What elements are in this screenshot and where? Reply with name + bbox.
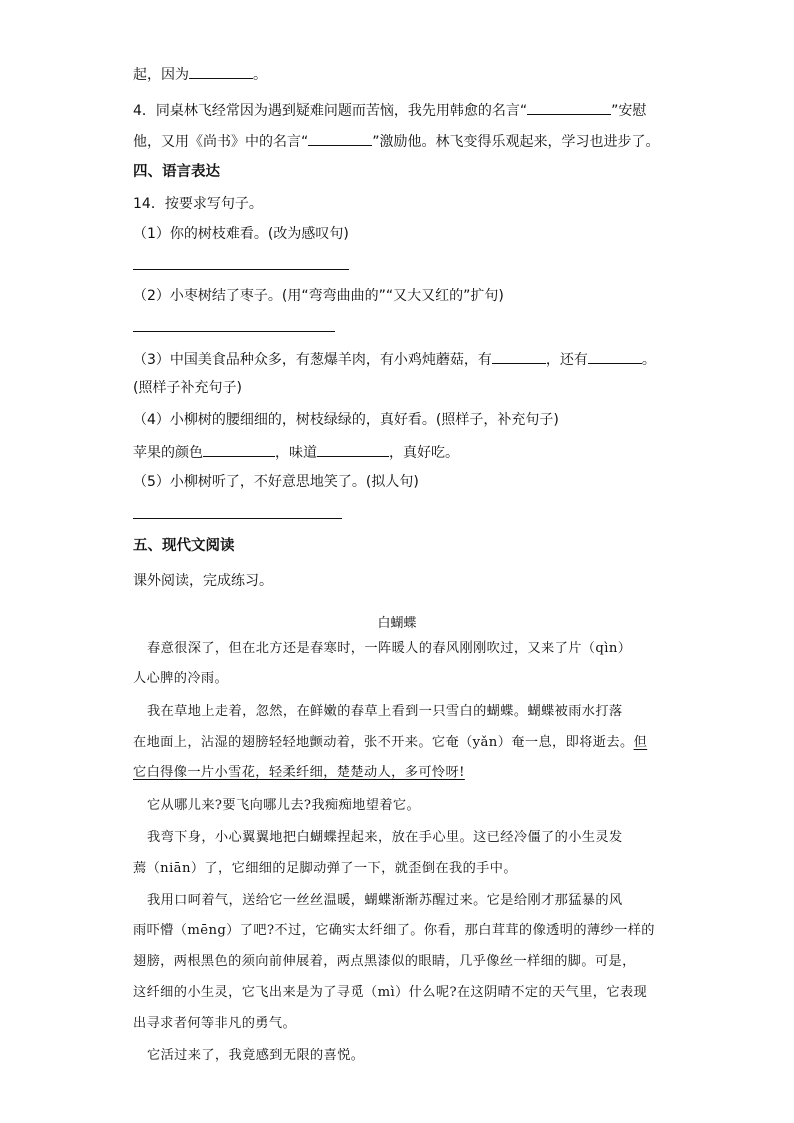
text: （3）中国美食品种众多，有葱爆羊肉，有小鸡炖蘑菇，有 <box>133 352 492 368</box>
q14-item3-note: (照样子补充句子) <box>133 380 242 396</box>
p5-line1: 我用口呵着气，送给它一丝丝温暖，蝴蝶渐渐苏醒过来。它是给刚才那猛暴的风 <box>147 893 623 908</box>
text: ”安慰 <box>611 103 647 119</box>
answer-line[interactable] <box>133 269 349 270</box>
answer-blank[interactable] <box>189 63 253 79</box>
p5-line4: 这纤细的小生灵，它飞出来是为了寻觅（mì）什么呢?在这阴晴不定的天气里，它表现 <box>133 985 648 1000</box>
q14-item2: （2）小枣树结了枣子。(用“弯弯曲曲的”“又大又红的”扩句) <box>133 288 504 304</box>
p2-line3 <box>133 763 465 783</box>
answer-blank[interactable] <box>203 441 275 457</box>
text: 。 <box>641 352 656 368</box>
text: 4．同桌林飞经常因为遇到疑难问题而苦恼，我先用韩愈的名言“ <box>133 103 528 119</box>
q14-item4-fill <box>133 441 459 463</box>
answer-blank[interactable] <box>492 348 546 364</box>
text: ，味道 <box>275 445 317 461</box>
text: 在地面上，沾湿的翅膀轻轻地颤动着，张不开来。它奄（yǎn）奄一息，即将逝去。 <box>133 735 634 750</box>
text: ，还有 <box>545 352 588 368</box>
answer-line[interactable] <box>133 331 335 332</box>
section5-heading: 五、现代文阅读 <box>133 538 235 554</box>
answer-blank[interactable] <box>308 130 372 146</box>
text: ，真好吃。 <box>389 445 459 461</box>
underlined-text: 它白得像一片小雪花，轻柔纤细，楚楚动人，多可怜呀! <box>133 765 465 780</box>
text: ”激励他。林飞变得乐观起来，学习也进步了。 <box>372 134 660 150</box>
text: 苹果的颜色 <box>133 445 203 461</box>
text: 他，又用《尚书》中的名言“ <box>133 134 309 150</box>
p5-line5: 出寻求者何等非凡的勇气。 <box>133 1016 297 1031</box>
passage-title: 白蝴蝶 <box>377 616 417 631</box>
q14-prompt: 14．按要求写句子。 <box>133 196 263 212</box>
p3: 它从哪儿来?要飞向哪儿去?我痴痴地望着它。 <box>147 798 421 813</box>
q4-line2 <box>133 130 660 152</box>
q14-item1: （1）你的树枝难看。(改为感叹句) <box>133 226 349 242</box>
answer-line[interactable] <box>133 518 342 519</box>
answer-blank[interactable] <box>588 348 642 364</box>
p1-line1: 春意很深了，但在北方还是春寒时，一阵暖人的春风刚刚吹过，又来了片（qìn） <box>147 641 632 656</box>
p6: 它活过来了，我竟感到无限的喜悦。 <box>147 1048 365 1063</box>
section4-heading: 四、语言表达 <box>133 164 220 180</box>
reading-intro: 课外阅读，完成练习。 <box>133 573 273 589</box>
p2-line2 <box>133 733 647 753</box>
answer-blank[interactable] <box>317 441 389 457</box>
p1-line2: 人心脾的冷雨。 <box>133 671 229 686</box>
p5-line3: 翅膀，两根黑色的须向前伸展着，两点黑漆似的眼睛，几乎像丝一样细的脚。可是， <box>133 954 636 969</box>
q14-item4: （4）小柳树的腰细细的，树枝绿绿的，真好看。(照样子，补充句子) <box>133 412 559 428</box>
p4-line2: 蔫（niān）了，它细细的足脚动弹了一下，就歪倒在我的手中。 <box>133 861 517 876</box>
text: 。 <box>253 67 267 83</box>
answer-blank[interactable] <box>527 99 611 115</box>
q14-item5: （5）小柳树听了，不好意思地笑了。(拟人句) <box>133 474 419 490</box>
q3-continuation <box>133 63 267 85</box>
p5-line2: 雨吓懵（mēng）了吧?不过，它确实太纤细了。你看，那白茸茸的像透明的薄纱一样的 <box>133 923 655 938</box>
q14-item3 <box>133 348 656 370</box>
p2-line1: 我在草地上走着，忽然，在鲜嫩的春草上看到一只雪白的蝴蝶。蝴蝶被雨水打落 <box>147 704 623 719</box>
underlined-text: 但 <box>633 735 648 750</box>
text: 起，因为 <box>133 67 189 83</box>
q4-line1 <box>133 99 646 121</box>
p4-line1: 我弯下身，小心翼翼地把白蝴蝶捏起来，放在手心里。这已经冷僵了的小生灵发 <box>147 830 623 845</box>
